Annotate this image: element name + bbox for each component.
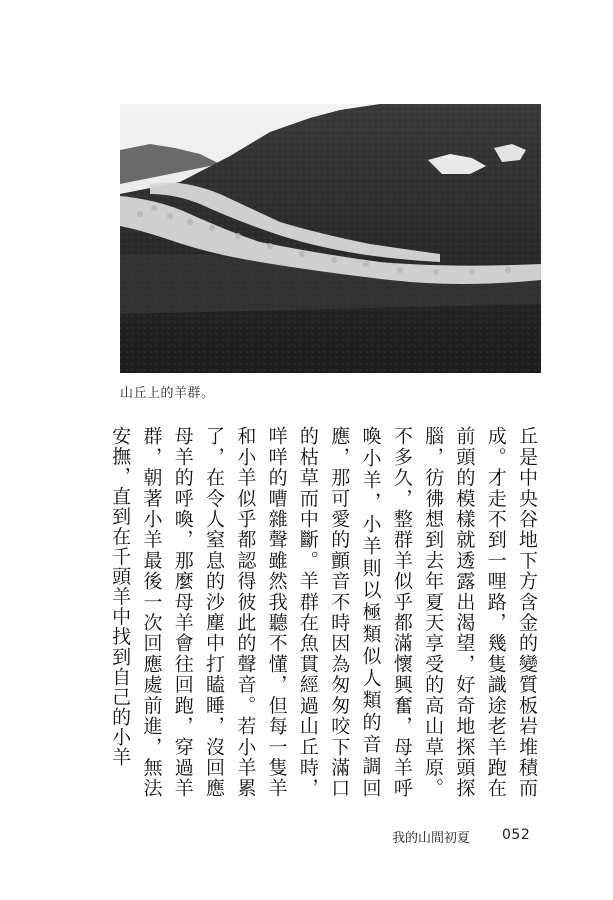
body-paragraph: 丘是中央谷地下方含金的變質板岩堆積而成。才走不到一哩路，幾隻識途老羊跑在前頭的模樣就透露出渴望，好奇地探頭探腦，彷彿想到去年夏天享受的高山草原。不多久，整群羊似乎都滿懷興奮，母羊呼喚小羊，小羊則以極類似人類的音調回應，那可愛的顫音不時因為匆匆咬下滿口的枯草而中斷。羊群在魚貫經過山丘時，咩咩的嘈雜聲雖然我聽不懂，但每一隻羊和小羊似乎都認得彼此的聲音。若小羊累了，在令人窒息的沙塵中打瞌睡，沒回應母羊的呼喚，那麼母羊會往回跑，穿過羊群，朝著小羊最後一次回應處前進，無法安撫，直到在千頭羊中找到自己的小羊 xyxy=(109,426,538,798)
body-text xyxy=(109,426,542,798)
photo-illustration xyxy=(120,104,541,373)
book-title: 我的山間初夏 xyxy=(392,831,471,846)
page-number: 052 xyxy=(502,827,531,843)
photo-caption: 山丘上的羊群。 xyxy=(120,386,215,401)
page-footer xyxy=(360,827,550,847)
sheep-on-hillside-photo xyxy=(120,104,541,373)
